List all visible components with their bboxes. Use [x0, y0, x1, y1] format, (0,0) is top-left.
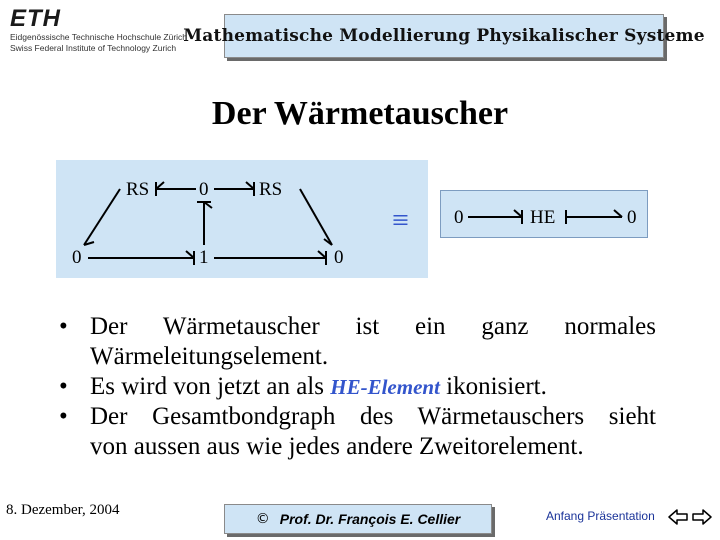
- eth-logo-line1: Eidgenössische Technische Hochschule Zürich: [10, 32, 188, 42]
- course-title: Mathematische Modellierung Physikalischer Systeme: [183, 26, 705, 46]
- eth-logo-line2: Swiss Federal Institute of Technology Zurich: [10, 43, 177, 53]
- bullet-1-line1: • Der Wärmetauscher ist ein ganz normales: [90, 313, 656, 340]
- eth-logo-mark: ETH: [10, 5, 61, 32]
- bullet-1: [56, 312, 656, 372]
- eth-logo: [10, 6, 210, 62]
- node-he-element: HE: [530, 207, 556, 228]
- node-one: 1: [199, 247, 209, 268]
- node-rhs-zero-right: 0: [627, 207, 637, 228]
- bullet-list: [56, 312, 656, 462]
- bond-wires: [56, 160, 660, 278]
- node-rs-left: RS: [126, 179, 150, 200]
- forward-arrow-icon[interactable]: [692, 508, 712, 526]
- copyright-icon: ©: [255, 511, 270, 527]
- bullet-2: [56, 372, 656, 402]
- slide-date: 8. Dezember, 2004: [6, 502, 120, 518]
- node-rhs-zero-left: 0: [454, 207, 464, 228]
- start-presentation-link[interactable]: Anfang Präsentation: [546, 509, 655, 523]
- node-zero-top: 0: [199, 179, 209, 200]
- course-header: [183, 14, 705, 58]
- bullet-2-post: ikonisiert.: [439, 373, 547, 400]
- bullet-2-pre: Es wird von jetzt an als: [90, 373, 331, 400]
- author-box: [224, 504, 492, 534]
- bond-rs-right-to-zero: [300, 189, 332, 245]
- equivalence-symbol: ≡: [392, 204, 409, 237]
- bullet-3-line1: • Der Gesamtbondgraph des Wärmetauschers sieht: [90, 403, 656, 430]
- back-arrow-icon[interactable]: [668, 508, 688, 526]
- slide-title: Der Wärmetauscher: [211, 95, 509, 132]
- bullet-3-line2: von aussen aus wie jedes andere Zweitorelement.: [90, 433, 584, 460]
- author-name: Prof. Dr. François E. Cellier: [279, 511, 461, 527]
- he-element-highlight: HE-Element: [330, 375, 440, 399]
- node-zero-left: 0: [72, 247, 82, 268]
- bullet-3: [56, 402, 656, 462]
- node-zero-right: 0: [334, 247, 344, 268]
- bond-graph-diagram: [56, 160, 660, 278]
- bond-rs-left-to-zero: [84, 189, 120, 245]
- bullet-1-line2: Wärmeleitungselement.: [90, 343, 329, 370]
- node-rs-right: RS: [259, 179, 283, 200]
